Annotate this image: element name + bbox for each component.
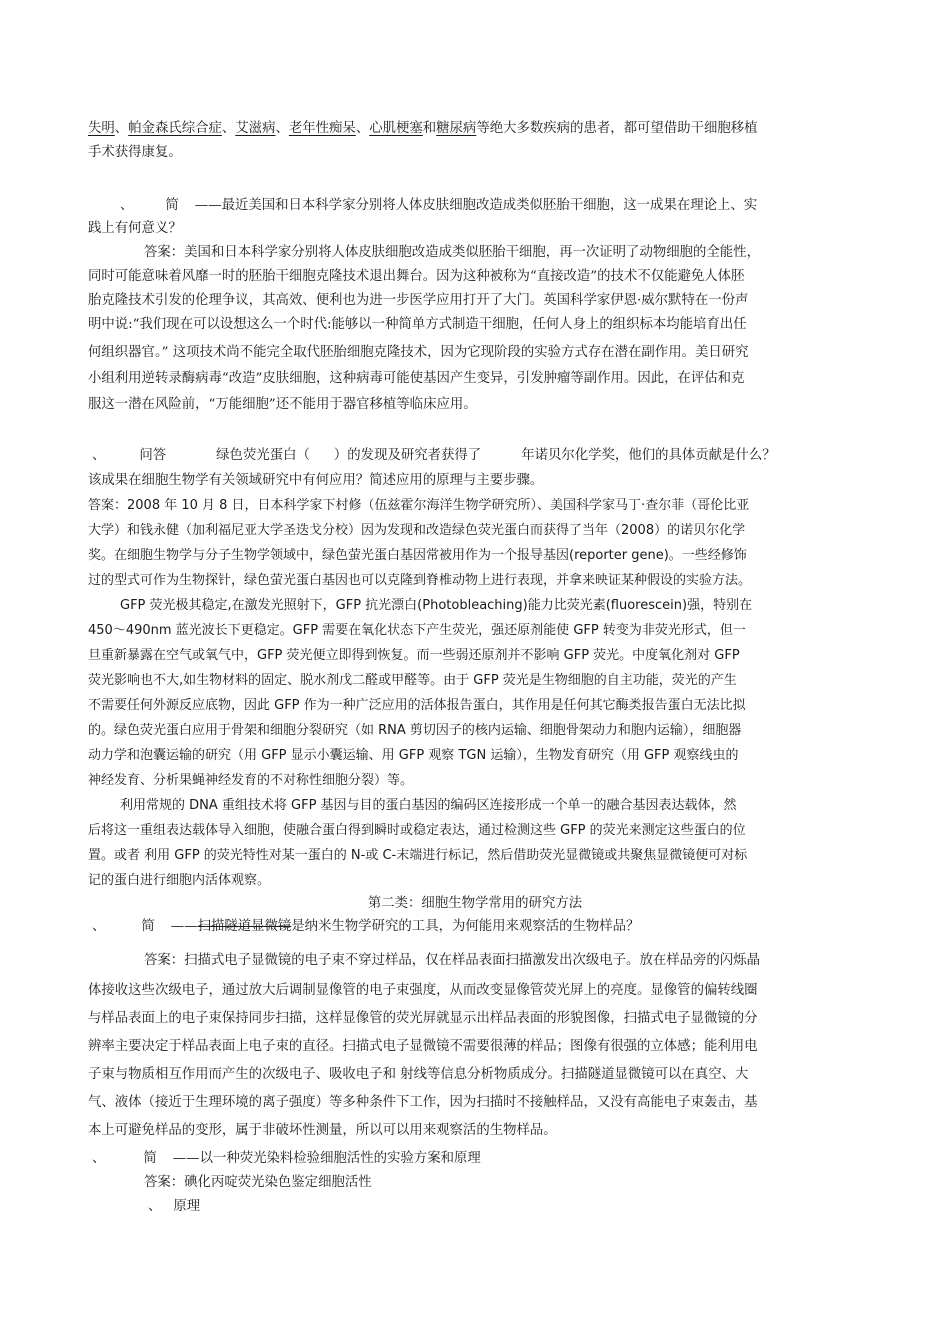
question-2-line-1: [92, 445, 776, 467]
question-1-line-1: [120, 195, 757, 217]
conjunction: 和: [422, 121, 437, 136]
question-type: 简: [141, 919, 155, 934]
answer-3-line: 子束与物质相互作用而产生的次级电子、吸收电子和 射线等信息分析物质成分。扫描隧道显微镜可以在真空、大: [88, 1067, 749, 1082]
question-number: 、: [120, 198, 134, 213]
question-type: 简: [143, 1151, 157, 1166]
question-text: 绿色荧光蛋白（: [216, 448, 310, 463]
disease-term: 老年性痴呆: [288, 121, 356, 136]
intro-line-1: [88, 118, 758, 140]
dash: ——: [170, 919, 198, 934]
question-3-line: [92, 916, 639, 938]
answer-3-line: 体接收这些次级电子，通过放大后调制显像管的电子束强度，从而改变显像管荧光屏上的亮度。显像管的偏转线圈: [88, 983, 758, 998]
answer-2-line: 450～490nm 蓝光波长下更稳定。GFP 需要在氧化状态下产生荧光，强还原剂能使 GFP 转变为非荧光形式，但一: [88, 623, 746, 638]
answer-1-line: 明中说:“我们现在可以设想这么一个时代:能够以一种简单方式制造干细胞，任何人身上的组织标本均能培育出任: [88, 317, 747, 332]
answer-2-line: 记的蛋白进行细胞内活体观察。: [88, 873, 271, 888]
answer-2-line: 过的型式可作为生物探针，绿色萤光蛋白基因也可以克隆到脊椎动物上进行表现，并拿来映证某种假设的实验方法。: [88, 573, 752, 588]
question-text: ）的发现及研究者获得了: [333, 448, 482, 463]
intro-tail: 等绝大多数疾病的患者，都可望借助干细胞移植: [476, 121, 758, 136]
disease-term: 失明: [88, 121, 115, 136]
answer-2-line: 旦重新暴露在空气或氧气中，GFP 荧光便立即得到恢复。而一些弱还原剂并不影响 GFP 荧光。中度氧化剂对 GFP: [88, 648, 740, 663]
separator: 、: [221, 121, 236, 136]
question-1-line-2: 践上有何意义？: [88, 221, 182, 236]
sub-text: 原理: [173, 1199, 201, 1214]
question-text: 是纳米生物学研究的工具，为何能用来观察活的生物样品？: [291, 919, 640, 934]
question-text: 最近美国和日本科学家分别将人体皮肤细胞改造成类似胚胎干细胞，这一成果在理论上、实: [221, 198, 758, 213]
question-4-line: [92, 1148, 481, 1170]
answer-1-line: 小组利用逆转录酶病毒“改造”皮肤细胞，这种病毒可能使基因产生变异，引发肿瘤等副作用。因此，在评估和克: [88, 371, 745, 386]
answer-2-line: 奖。在细胞生物学与分子生物学领域中，绿色萤光蛋白基因常被用作为一个报导基因(reporter gene)。一些经修饰: [88, 548, 747, 563]
answer-2-line: 动力学和泡囊运输的研究（用 GFP 显示小囊运输、用 GFP 观察 TGN 运输），生物发育研究（用 GFP 观察线虫的: [88, 748, 739, 763]
answer-3-line: 与样品表面上的电子束保持同步扫描，这样显像管的荧光屏就显示出样品表面的形貌图像，扫描式电子显微镜的分: [88, 1011, 758, 1026]
answer-2-line: 不需要任何外源反应底物，因此 GFP 作为一种广泛应用的活体报告蛋白，其作用是任何其它酶类报告蛋白无法比拟: [88, 698, 746, 713]
question-number: 、: [92, 1151, 106, 1166]
disease-term: 糖尿病: [436, 121, 477, 136]
answer-1-line: 胎克隆技术引发的伦理争议，其高效、便利也为进一步医学应用打开了大门。英国科学家伊恩·威尔默特在一份声: [88, 293, 749, 308]
disease-term: 帕金森氏综合症: [128, 121, 222, 136]
answer-2-line: 大学）和钱永健（加利福尼亚大学圣迭戈分校）因为发现和改造绿色荧光蛋白而获得了当年（2008）的诺贝尔化学: [88, 523, 746, 538]
answer-2-line: 神经发育、分析果蝇神经发育的不对称性细胞分裂）等。: [88, 773, 414, 788]
answer-1-line: 服这一潜在风险前，“万能细胞”还不能用于器官移植等临床应用。: [88, 397, 477, 412]
dash: ——: [194, 198, 222, 213]
term-stm: 扫描隧道显微镜: [197, 919, 292, 934]
answer-4-line: 答案：碘化丙啶荧光染色鉴定细胞活性: [144, 1175, 372, 1190]
question-number: 、: [92, 448, 106, 463]
dash: ——: [172, 1151, 200, 1166]
section-heading: 第二类：细胞生物学常用的研究方法: [367, 896, 583, 911]
separator: 、: [275, 121, 289, 136]
answer-3-line: 辨率主要决定于样品表面上电子束的直径。扫描式电子显微镜不需要很薄的样品；图像有很强的立体感；能利用电: [88, 1039, 758, 1054]
disease-term: 心肌梗塞: [369, 121, 423, 136]
disease-term: 艾滋病: [235, 121, 276, 136]
question-2-line-2: 该成果在细胞生物学有关领域研究中有何应用？简述应用的原理与主要步骤。: [88, 473, 544, 488]
question-text: 以一种荧光染料检验细胞活性的实验方案和原理: [199, 1151, 481, 1166]
answer-3-line: 气、液体（接近于生理环境的离子强度）等多种条件下工作，因为扫描时不接触样品，又没有高能电子束轰击，基: [88, 1095, 758, 1110]
separator: 、: [114, 121, 129, 136]
answer-3-line: 答案：扫描式电子显微镜的电子束不穿过样品，仅在样品表面扫描激发出次级电子。放在样品旁的闪烁晶: [144, 953, 760, 968]
intro-line-2: 手术获得康复。: [88, 145, 182, 160]
answer-1-line: 何组织器官。” 这项技术尚不能完全取代胚胎细胞克隆技术，因为它现阶段的实验方式存在潜在副作用。美日研究: [88, 345, 749, 360]
sub-number: 、: [148, 1199, 162, 1214]
answer-2-line: 后将这一重组表达载体导入细胞，使融合蛋白得到瞬时或稳定表达，通过检测这些 GFP 的荧光来测定这些蛋白的位: [88, 823, 746, 838]
answer-3-line: 本上可避免样品的变形，属于非破坏性测量，所以可以用来观察活的生物样品。: [88, 1123, 557, 1138]
answer-2-line: 置。或者 利用 GFP 的荧光特性对某一蛋白的 N-或 C-末端进行标记，然后借助荧光显微镜或共聚焦显微镜便可对标: [88, 848, 748, 863]
answer-1-line: 答案：美国和日本科学家分别将人体皮肤细胞改造成类似胚胎干细胞，再一次证明了动物细胞的全能性，: [144, 245, 760, 260]
question-number: 、: [92, 919, 106, 934]
question-type: 简: [165, 198, 179, 213]
separator: 、: [355, 121, 370, 136]
answer-1-line: 同时可能意味着风靡一时的胚胎干细胞克隆技术退出舞台。因为这种被称为“直接改造”的技术不仅能避免人体胚: [88, 269, 745, 284]
answer-2-line: 利用常规的 DNA 重组技术将 GFP 基因与目的蛋白基因的编码区连接形成一个单一的融合基因表达载体，然: [120, 798, 737, 813]
question-type: 问答: [139, 448, 167, 463]
answer-2-line: GFP 荧光极其稳定,在激发光照射下，GFP 抗光漂白(Photobleaching)能力比荧光素(fluorescein)强，特别在: [120, 598, 753, 613]
answer-4-subheading: [148, 1196, 200, 1218]
question-text: 年诺贝尔化学奖，他们的具体贡献是什么？: [521, 448, 776, 463]
answer-2-line: 的。绿色荧光蛋白应用于骨架和细胞分裂研究（如 RNA 剪切因子的核内运输、细胞骨架动力和胞内运输），细胞器: [88, 723, 742, 738]
answer-2-line: 答案：2008 年 10 月 8 日，日本科学家下村修（伍兹霍尔海洋生物学研究所）、美国科学家马丁·查尔菲（哥伦比亚: [88, 498, 750, 513]
answer-2-line: 荧光影响也不大,如生物材料的固定、脱水剂戊二醛或甲醛等。由于 GFP 荧光是生物细胞的自主功能，荧光的产生: [88, 673, 737, 688]
